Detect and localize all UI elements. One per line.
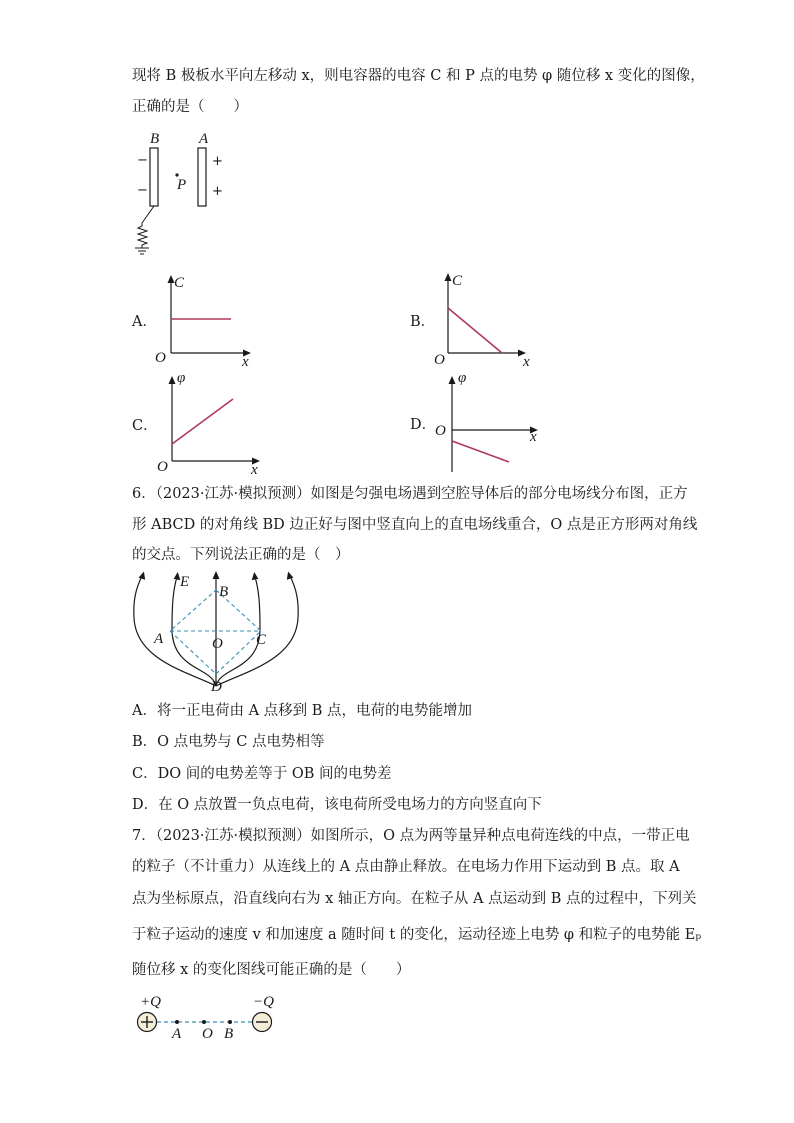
label-e: E (180, 574, 190, 590)
origin-label: O (155, 350, 166, 366)
point-a-dot (175, 1020, 179, 1024)
label-plus-q: +Q (140, 994, 161, 1010)
ground-icon (135, 248, 149, 254)
axis-arrow-icon (449, 376, 456, 384)
label-b: B (224, 1026, 234, 1042)
q6-option-a: A．将一正电荷由 A 点移到 B 点，电荷的电势能增加 (132, 703, 473, 719)
label-c: C (256, 632, 267, 648)
q6-option-c: C．DO 间的电势差等于 OB 间的电势差 (132, 766, 392, 782)
option-a-letter: A． (132, 314, 157, 330)
q7-line-3: 点为坐标原点，沿直线向右为 x 轴正方向。在粒子从 A 点运动到 B 点的过程中，下列关 (132, 891, 697, 907)
option-c-graph (130, 368, 270, 478)
point-p-label: P (177, 177, 187, 193)
graph-curve (448, 308, 502, 353)
label-b: B (219, 584, 229, 600)
q6-line-1: 6．（2023·江苏·模拟预测）如图是匀强电场遇到空腔导体后的部分电场线分布图，正方 (132, 486, 688, 502)
option-b-graph (408, 268, 538, 368)
label-d: D (211, 679, 222, 695)
axis-y-label: φ (177, 370, 186, 386)
q6-option-d: D．在 O 点放置一负点电荷，该电荷所受电场力的方向竖直向下 (132, 797, 542, 813)
graph-curve (172, 399, 233, 444)
point-o-dot (202, 1020, 206, 1024)
q7-line-1: 7．（2023·江苏·模拟预测）如图所示，O 点为两等量异种点电荷连线的中点，一带正电 (132, 828, 690, 844)
intro-line-2: 正确的是（ ） (132, 99, 248, 115)
plus-sign: + (212, 154, 223, 169)
q7-line-2: 的粒子（不计重力）从连线上的 A 点由静止释放。在电场力作用下运动到 B 点。取 A (132, 859, 680, 875)
axis-x-label: x (251, 462, 258, 478)
origin-label: O (157, 459, 168, 475)
option-a-graph (130, 270, 260, 368)
ground-wire (138, 206, 154, 248)
minus-sign: − (137, 183, 148, 198)
q6-line-3: 的交点。下列说法正确的是（ ） (132, 547, 350, 563)
option-d-letter: D． (410, 417, 437, 433)
label-minus-q: −Q (253, 994, 274, 1010)
arrow-icon (139, 571, 294, 580)
graph-curve (452, 441, 509, 462)
q7-line-5: 随位移 x 的变化图线可能正确的是（ ） (132, 962, 411, 978)
q6-field-figure (128, 568, 308, 694)
plate-b-label: B (150, 131, 160, 147)
axis-x-label: x (523, 354, 530, 370)
q7-line-4: 于粒子运动的速度 v 和加速度 a 随时间 t 的变化，运动径迹上电势 φ 和粒子的电势能 Eₚ (132, 927, 702, 943)
q6-option-b: B．O 点电势与 C 点电势相等 (132, 734, 325, 750)
capacitor-figure (130, 128, 240, 260)
positive-charge-icon (138, 1013, 157, 1032)
axis-y-label: C (174, 275, 185, 291)
axis-x-label: x (530, 429, 537, 445)
label-a: A (172, 1026, 182, 1042)
axis-x-label: x (242, 354, 249, 370)
q7-charges-figure (130, 992, 280, 1042)
plate-a (198, 148, 206, 206)
label-a: A (154, 631, 164, 647)
option-d-graph (408, 368, 548, 478)
minus-sign: − (137, 153, 148, 168)
axis-arrow-icon (445, 273, 452, 281)
axis-arrow-icon (169, 376, 176, 384)
plate-b (150, 148, 158, 206)
origin-label: O (434, 352, 445, 368)
option-c-letter: C． (132, 418, 158, 434)
axis-y-label: φ (458, 370, 467, 386)
negative-charge-icon (253, 1013, 272, 1032)
plate-a-label: A (199, 131, 209, 147)
intro-line-1: 现将 B 极板水平向左移动 x，则电容器的电容 C 和 P 点的电势 φ 随位移 x 变化的图像， (132, 68, 705, 84)
origin-label: O (435, 423, 446, 439)
option-b-letter: B． (410, 314, 436, 330)
plus-sign: + (212, 184, 223, 199)
label-o: O (212, 636, 223, 652)
label-o: O (202, 1026, 213, 1042)
axis-y-label: C (452, 273, 463, 289)
point-b-dot (228, 1020, 232, 1024)
q6-line-2: 形 ABCD 的对角线 BD 边正好与图中竖直向上的直电场线重合，O 点是正方形两对角线 (132, 517, 698, 533)
